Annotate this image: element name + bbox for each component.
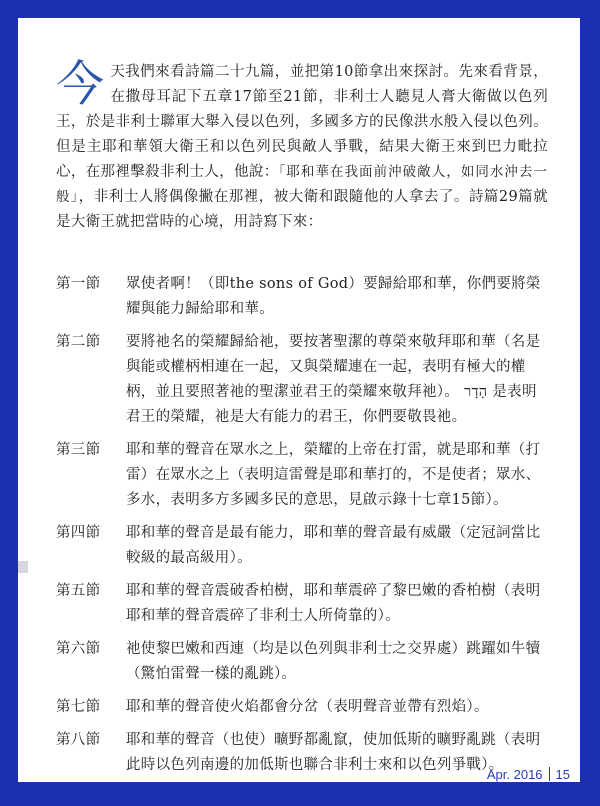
verse-5: [56, 579, 548, 629]
verse-1: [56, 272, 548, 322]
intro-paragraph: [56, 56, 549, 235]
verse-label: 第四節: [56, 525, 101, 541]
issue-date: Apr. 2016: [486, 767, 543, 782]
intro-text-1: 天我們來看詩篇二十九篇，並把第10節拿出來探討。先來看背景，在撒母耳記下五章17節至21節，非利士人聽見人膏大衛做以色列王，於是非利士聯軍大舉入侵以色列，多國多方的民像洪水般入侵以色列。但是主耶和華領大衛王和以色列民與敵人爭戰，結果大衛王來到巴力毗拉心，在那裡擊殺非利士人，他說：: [56, 64, 548, 180]
verse-7: [56, 695, 548, 720]
verse-label: 第三節: [56, 442, 101, 458]
verse-text: 耶和華的聲音（也使）曠野都亂竄，使加低斯的曠野亂跳（表明此時以色列南邊的加低斯也聯合非利士來和以色列爭戰）。: [126, 732, 541, 773]
page-footer: [487, 767, 570, 782]
verse-label: 第一節: [56, 276, 101, 292]
verse-label: 第二節: [56, 334, 101, 350]
verse-text: 耶和華的聲音使火焰都會分岔（表明聲音並帶有烈焰）。: [126, 699, 489, 715]
verse-text: 眾使者啊！（即the sons of God）要歸給耶和華，你們要將榮耀與能力歸給耶和華。: [126, 276, 541, 317]
verse-label: 第八節: [56, 732, 101, 748]
intro-quote: 「耶和華在我面前沖破敵人，如同水沖去一般」: [56, 164, 549, 205]
footer-divider: [549, 767, 550, 781]
verse-text: [126, 330, 548, 430]
verse-8: [56, 728, 548, 778]
verse-6: [56, 637, 548, 687]
verse-text: 耶和華的聲音在眾水之上，榮耀的上帝在打雷，就是耶和華（打雷）在眾水之上（表明這雷聲是耶和華打的，不是使者；眾水、多水，表明多方多國多民的意思，見啟示錄十七章15節）。: [126, 442, 541, 508]
verse-label: 第七節: [56, 699, 101, 715]
verse-label: 第五節: [56, 583, 101, 599]
side-marker: [18, 561, 28, 573]
verse-text: 耶和華的聲音震破香柏樹，耶和華震碎了黎巴嫩的香柏樹（表明耶和華的聲音震碎了非利士人所倚靠的）。: [126, 583, 541, 624]
hebrew-word: הָדָר: [464, 384, 488, 400]
verse-label: 第六節: [56, 641, 101, 657]
verse-text-part: 是表明君王的榮耀，祂是大有能力的君王，你們要敬畏祂。: [126, 384, 537, 425]
verse-list: [56, 272, 548, 786]
drop-cap: 今: [56, 56, 105, 112]
page-number: 15: [555, 767, 570, 782]
verse-text: 耶和華的聲音是最有能力，耶和華的聲音最有威嚴（定冠詞當比較級的最高級用）。: [126, 525, 541, 566]
verse-3: [56, 438, 548, 513]
verse-text-part: 要將祂名的榮耀歸給祂，要按著聖潔的尊榮來敬拜耶和華（名是與能或權柄相連在一起，又與榮耀連在一起，表明有極大的權柄，並且要照著祂的聖潔並君王的榮耀來敬拜祂）。: [126, 334, 541, 400]
verse-4: [56, 521, 548, 571]
verse-2: [56, 330, 548, 430]
intro-text-2: ，非利士人將偶像撇在那裡，被大衛和跟隨他的人拿去了。詩篇29篇就是大衛王就把當時的心境，用詩寫下來：: [56, 189, 548, 230]
verse-text: 祂使黎巴嫩和西連（均是以色列與非利士之交界處）跳躍如牛犢（驚怕雷聲一樣的亂跳）。: [126, 641, 541, 682]
